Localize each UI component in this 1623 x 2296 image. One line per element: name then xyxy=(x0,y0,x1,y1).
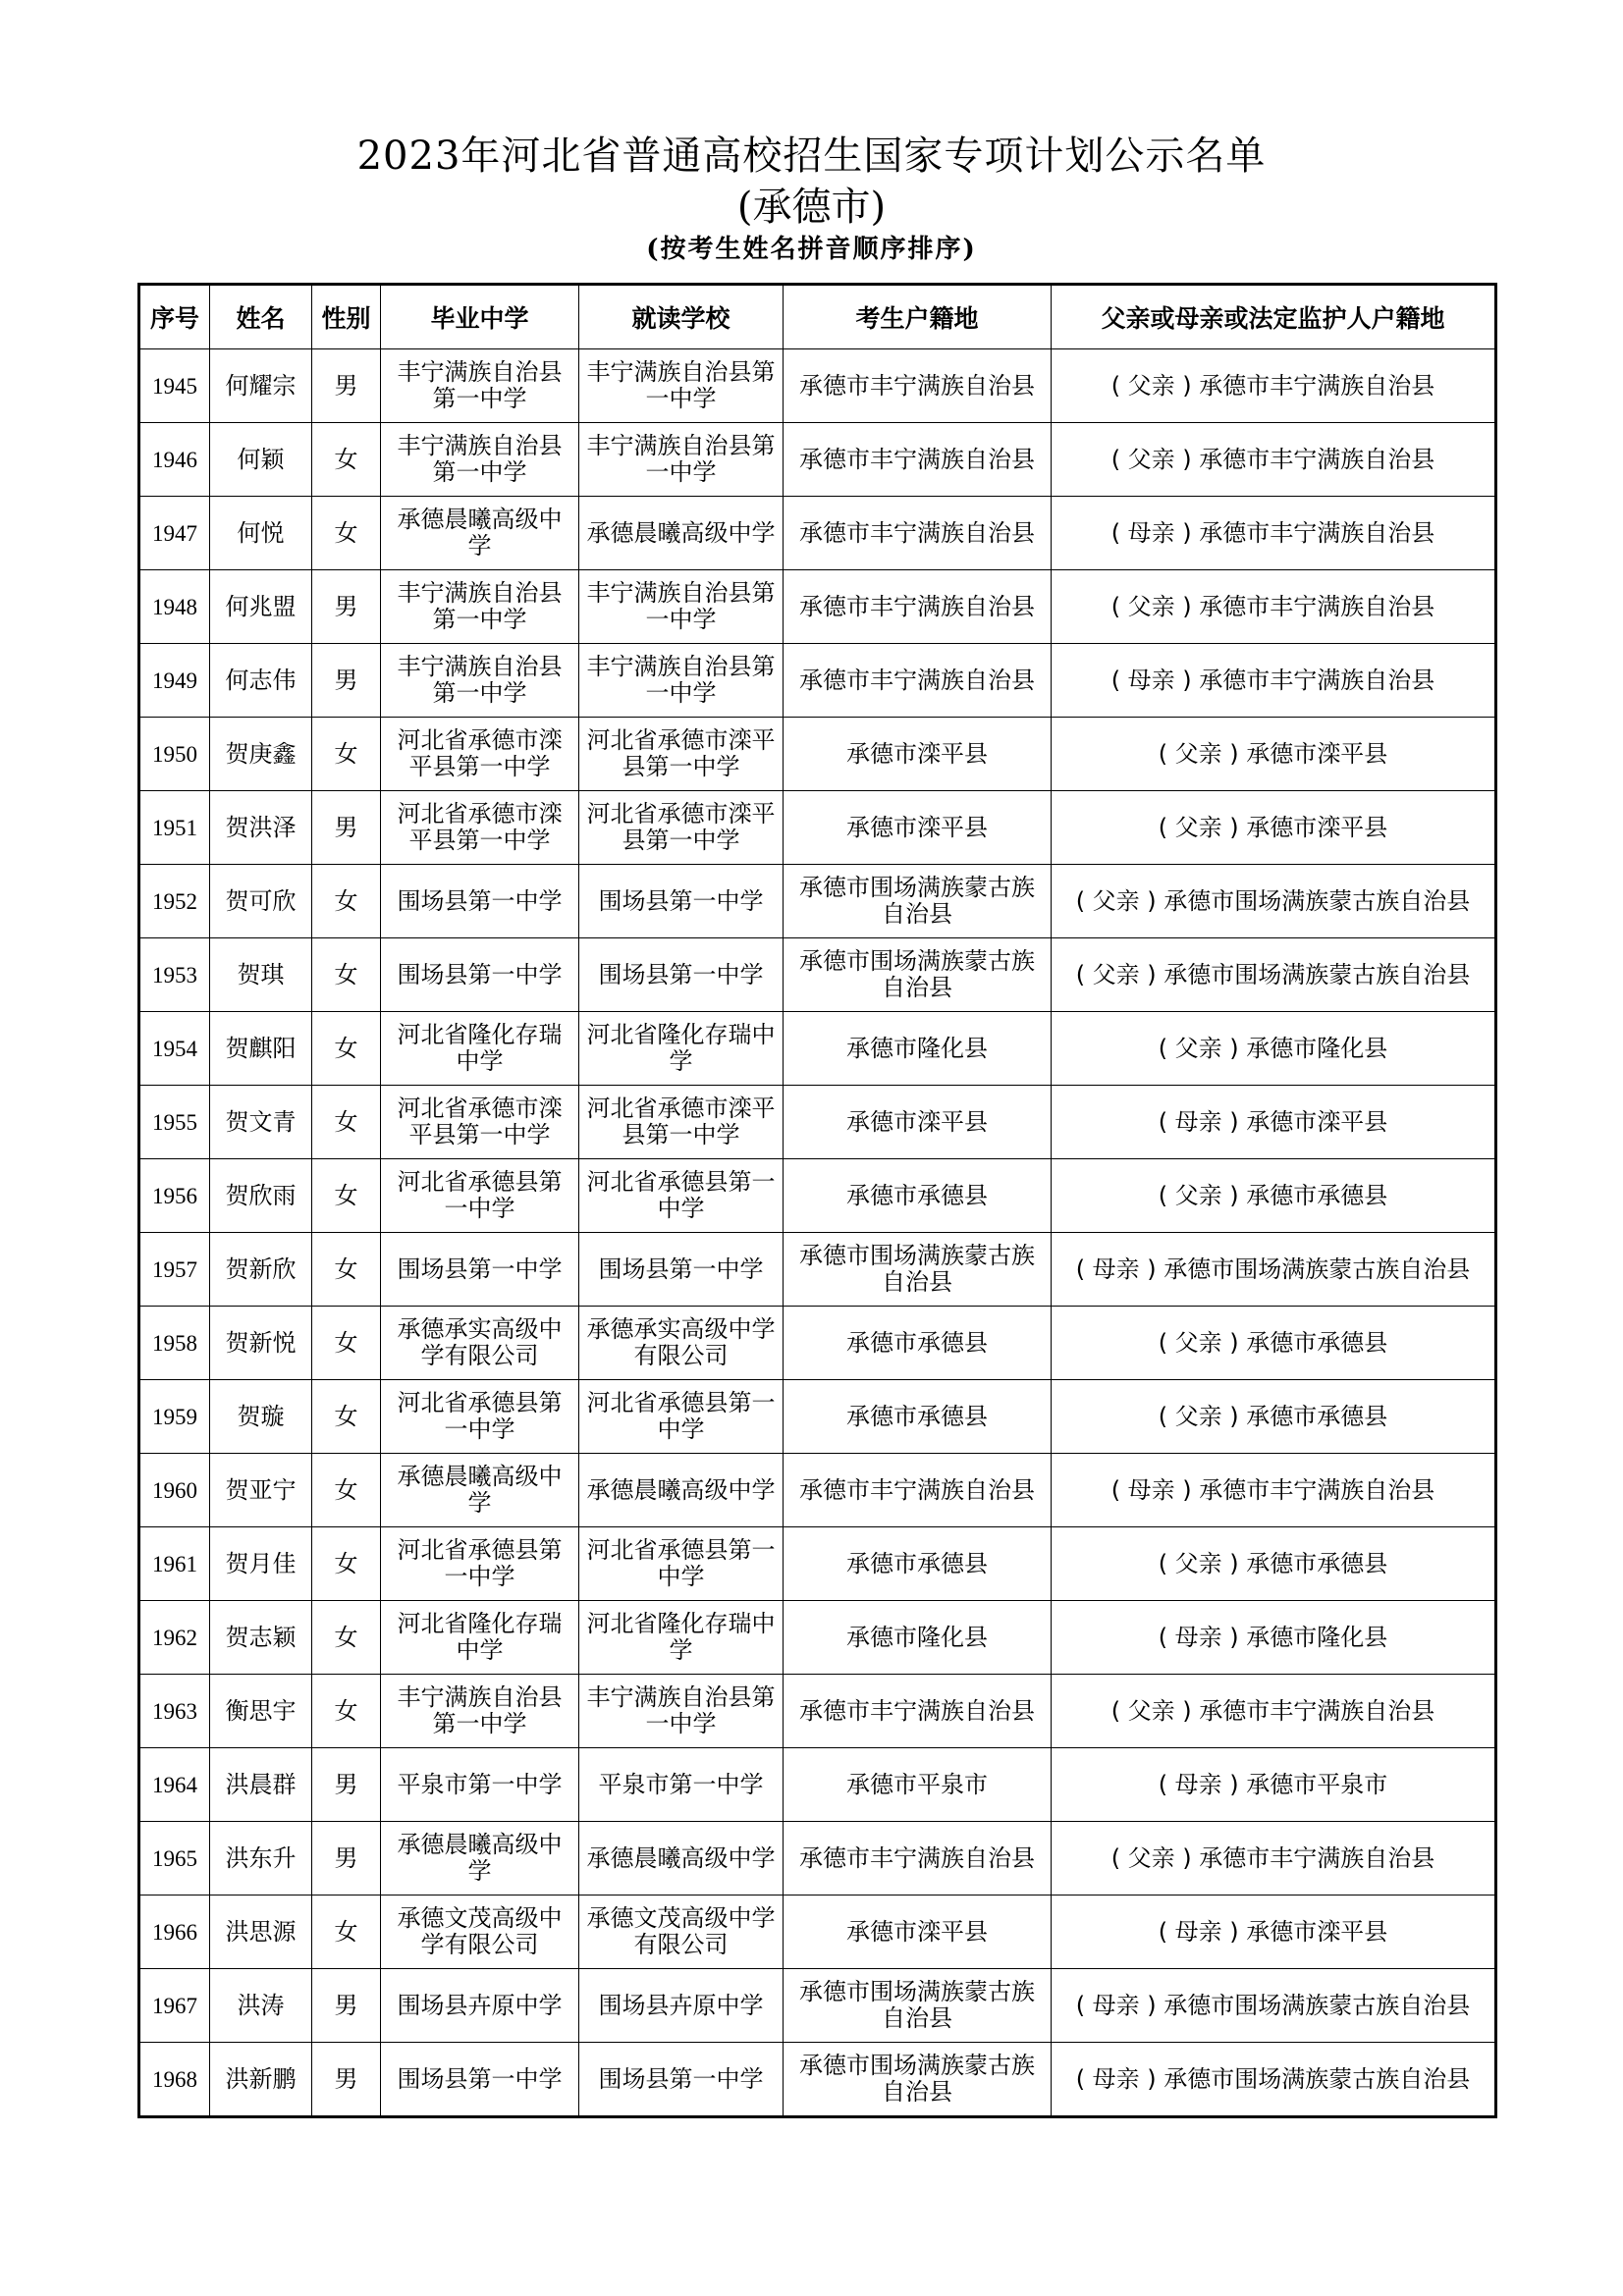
cell-student-residence: 承德市滦平县 xyxy=(784,718,1052,791)
cell-current-school: 河北省承德市滦平县第一中学 xyxy=(579,718,784,791)
cell-student-residence: 承德市滦平县 xyxy=(784,1086,1052,1159)
table-row xyxy=(139,1454,1496,1527)
cell-student-residence: 承德市围场满族蒙古族自治县 xyxy=(784,1969,1052,2043)
cell-name: 贺新欣 xyxy=(210,1233,312,1307)
admission-roster-table xyxy=(137,283,1497,2118)
table-row xyxy=(139,570,1496,644)
cell-guardian-residence: ( 母亲 ) 承德市围场满族蒙古族自治县 xyxy=(1052,1233,1496,1307)
cell-name: 贺麒阳 xyxy=(210,1012,312,1086)
cell-serial-number: 1945 xyxy=(139,349,210,423)
cell-serial-number: 1953 xyxy=(139,938,210,1012)
table-row xyxy=(139,791,1496,865)
cell-current-school: 河北省承德市滦平县第一中学 xyxy=(579,1086,784,1159)
cell-guardian-residence: ( 父亲 ) 承德市丰宁满族自治县 xyxy=(1052,1675,1496,1748)
cell-gender: 女 xyxy=(312,1527,381,1601)
cell-current-school: 围场县卉原中学 xyxy=(579,1969,784,2043)
cell-current-school: 承德晨曦高级中学 xyxy=(579,497,784,570)
cell-guardian-residence: ( 父亲 ) 承德市丰宁满族自治县 xyxy=(1052,570,1496,644)
cell-graduating-school: 丰宁满族自治县第一中学 xyxy=(381,644,579,718)
cell-student-residence: 承德市丰宁满族自治县 xyxy=(784,1675,1052,1748)
cell-current-school: 河北省承德县第一中学 xyxy=(579,1159,784,1233)
cell-graduating-school: 河北省承德市滦平县第一中学 xyxy=(381,718,579,791)
cell-graduating-school: 围场县卉原中学 xyxy=(381,1969,579,2043)
cell-guardian-residence: ( 父亲 ) 承德市丰宁满族自治县 xyxy=(1052,1822,1496,1896)
cell-guardian-residence: ( 母亲 ) 承德市滦平县 xyxy=(1052,1896,1496,1969)
cell-current-school: 承德承实高级中学有限公司 xyxy=(579,1307,784,1380)
cell-serial-number: 1958 xyxy=(139,1307,210,1380)
table-row xyxy=(139,1527,1496,1601)
cell-graduating-school: 围场县第一中学 xyxy=(381,1233,579,1307)
cell-gender: 女 xyxy=(312,1601,381,1675)
cell-guardian-residence: ( 父亲 ) 承德市围场满族蒙古族自治县 xyxy=(1052,938,1496,1012)
cell-gender: 男 xyxy=(312,349,381,423)
cell-serial-number: 1956 xyxy=(139,1159,210,1233)
cell-name: 洪涛 xyxy=(210,1969,312,2043)
cell-serial-number: 1948 xyxy=(139,570,210,644)
cell-student-residence: 承德市滦平县 xyxy=(784,1896,1052,1969)
cell-graduating-school: 围场县第一中学 xyxy=(381,938,579,1012)
cell-gender: 男 xyxy=(312,2043,381,2117)
cell-serial-number: 1946 xyxy=(139,423,210,497)
sort-note: (按考生姓名拼音顺序排序) xyxy=(646,235,977,264)
cell-graduating-school: 丰宁满族自治县第一中学 xyxy=(381,423,579,497)
table-row xyxy=(139,497,1496,570)
cell-current-school: 围场县第一中学 xyxy=(579,865,784,938)
cell-graduating-school: 丰宁满族自治县第一中学 xyxy=(381,570,579,644)
cell-gender: 女 xyxy=(312,718,381,791)
cell-current-school: 承德晨曦高级中学 xyxy=(579,1822,784,1896)
document-title: 2023年河北省普通高校招生国家专项计划公示名单 xyxy=(356,133,1267,179)
header-current-school: 就读学校 xyxy=(579,285,784,349)
cell-name: 何颖 xyxy=(210,423,312,497)
cell-guardian-residence: ( 母亲 ) 承德市围场满族蒙古族自治县 xyxy=(1052,1969,1496,2043)
cell-name: 贺文青 xyxy=(210,1086,312,1159)
cell-name: 贺琪 xyxy=(210,938,312,1012)
cell-graduating-school: 河北省承德市滦平县第一中学 xyxy=(381,791,579,865)
cell-graduating-school: 围场县第一中学 xyxy=(381,865,579,938)
cell-guardian-residence: ( 母亲 ) 承德市丰宁满族自治县 xyxy=(1052,497,1496,570)
cell-student-residence: 承德市承德县 xyxy=(784,1380,1052,1454)
cell-current-school: 河北省隆化存瑞中学 xyxy=(579,1012,784,1086)
header-serial-number: 序号 xyxy=(139,285,210,349)
cell-current-school: 河北省承德县第一中学 xyxy=(579,1380,784,1454)
cell-student-residence: 承德市丰宁满族自治县 xyxy=(784,570,1052,644)
cell-guardian-residence: ( 父亲 ) 承德市承德县 xyxy=(1052,1307,1496,1380)
cell-gender: 男 xyxy=(312,1822,381,1896)
table-row xyxy=(139,1748,1496,1822)
cell-gender: 男 xyxy=(312,791,381,865)
cell-serial-number: 1959 xyxy=(139,1380,210,1454)
cell-gender: 女 xyxy=(312,1012,381,1086)
cell-current-school: 丰宁满族自治县第一中学 xyxy=(579,423,784,497)
cell-serial-number: 1961 xyxy=(139,1527,210,1601)
cell-guardian-residence: ( 母亲 ) 承德市滦平县 xyxy=(1052,1086,1496,1159)
cell-serial-number: 1952 xyxy=(139,865,210,938)
table-row xyxy=(139,1159,1496,1233)
cell-current-school: 围场县第一中学 xyxy=(579,1233,784,1307)
cell-gender: 女 xyxy=(312,1307,381,1380)
cell-current-school: 丰宁满族自治县第一中学 xyxy=(579,570,784,644)
cell-guardian-residence: ( 父亲 ) 承德市丰宁满族自治县 xyxy=(1052,423,1496,497)
cell-student-residence: 承德市丰宁满族自治县 xyxy=(784,423,1052,497)
cell-serial-number: 1962 xyxy=(139,1601,210,1675)
cell-guardian-residence: ( 父亲 ) 承德市丰宁满族自治县 xyxy=(1052,349,1496,423)
cell-name: 何兆盟 xyxy=(210,570,312,644)
cell-graduating-school: 河北省承德县第一中学 xyxy=(381,1159,579,1233)
cell-gender: 女 xyxy=(312,1454,381,1527)
cell-gender: 男 xyxy=(312,570,381,644)
cell-name: 贺亚宁 xyxy=(210,1454,312,1527)
cell-student-residence: 承德市围场满族蒙古族自治县 xyxy=(784,1233,1052,1307)
cell-name: 何耀宗 xyxy=(210,349,312,423)
cell-serial-number: 1965 xyxy=(139,1822,210,1896)
header-gender: 性别 xyxy=(312,285,381,349)
cell-gender: 女 xyxy=(312,1233,381,1307)
cell-gender: 女 xyxy=(312,1896,381,1969)
cell-gender: 女 xyxy=(312,423,381,497)
cell-graduating-school: 河北省隆化存瑞中学 xyxy=(381,1012,579,1086)
table-row xyxy=(139,423,1496,497)
cell-name: 贺志颖 xyxy=(210,1601,312,1675)
cell-serial-number: 1963 xyxy=(139,1675,210,1748)
cell-graduating-school: 河北省承德县第一中学 xyxy=(381,1527,579,1601)
cell-serial-number: 1966 xyxy=(139,1896,210,1969)
cell-gender: 女 xyxy=(312,1380,381,1454)
cell-name: 贺可欣 xyxy=(210,865,312,938)
table-row xyxy=(139,1896,1496,1969)
cell-current-school: 丰宁满族自治县第一中学 xyxy=(579,349,784,423)
cell-gender: 女 xyxy=(312,1159,381,1233)
cell-student-residence: 承德市隆化县 xyxy=(784,1601,1052,1675)
cell-gender: 男 xyxy=(312,1969,381,2043)
table-row xyxy=(139,938,1496,1012)
cell-guardian-residence: ( 母亲 ) 承德市丰宁满族自治县 xyxy=(1052,1454,1496,1527)
cell-current-school: 平泉市第一中学 xyxy=(579,1748,784,1822)
cell-guardian-residence: ( 父亲 ) 承德市滦平县 xyxy=(1052,791,1496,865)
cell-name: 何志伟 xyxy=(210,644,312,718)
table-row xyxy=(139,644,1496,718)
cell-current-school: 围场县第一中学 xyxy=(579,2043,784,2117)
cell-serial-number: 1950 xyxy=(139,718,210,791)
cell-student-residence: 承德市隆化县 xyxy=(784,1012,1052,1086)
cell-current-school: 丰宁满族自治县第一中学 xyxy=(579,1675,784,1748)
cell-gender: 女 xyxy=(312,1675,381,1748)
cell-guardian-residence: ( 母亲 ) 承德市丰宁满族自治县 xyxy=(1052,644,1496,718)
cell-graduating-school: 河北省承德市滦平县第一中学 xyxy=(381,1086,579,1159)
header-row xyxy=(139,285,1496,349)
cell-student-residence: 承德市丰宁满族自治县 xyxy=(784,1454,1052,1527)
table-row xyxy=(139,1307,1496,1380)
table-row xyxy=(139,1969,1496,2043)
cell-serial-number: 1947 xyxy=(139,497,210,570)
cell-graduating-school: 围场县第一中学 xyxy=(381,2043,579,2117)
cell-student-residence: 承德市围场满族蒙古族自治县 xyxy=(784,2043,1052,2117)
cell-gender: 女 xyxy=(312,865,381,938)
cell-guardian-residence: ( 父亲 ) 承德市隆化县 xyxy=(1052,1012,1496,1086)
table-row xyxy=(139,1601,1496,1675)
cell-current-school: 丰宁满族自治县第一中学 xyxy=(579,644,784,718)
cell-student-residence: 承德市丰宁满族自治县 xyxy=(784,1822,1052,1896)
cell-name: 洪晨群 xyxy=(210,1748,312,1822)
document-subtitle: (承德市) xyxy=(736,185,887,230)
cell-gender: 男 xyxy=(312,644,381,718)
cell-guardian-residence: ( 父亲 ) 承德市围场满族蒙古族自治县 xyxy=(1052,865,1496,938)
cell-name: 贺洪泽 xyxy=(210,791,312,865)
cell-student-residence: 承德市承德县 xyxy=(784,1159,1052,1233)
cell-gender: 男 xyxy=(312,1748,381,1822)
cell-guardian-residence: ( 母亲 ) 承德市隆化县 xyxy=(1052,1601,1496,1675)
cell-name: 何悦 xyxy=(210,497,312,570)
cell-guardian-residence: ( 母亲 ) 承德市围场满族蒙古族自治县 xyxy=(1052,2043,1496,2117)
cell-graduating-school: 河北省隆化存瑞中学 xyxy=(381,1601,579,1675)
cell-name: 贺月佳 xyxy=(210,1527,312,1601)
cell-name: 贺欣雨 xyxy=(210,1159,312,1233)
cell-name: 洪新鹏 xyxy=(210,2043,312,2117)
cell-name: 贺璇 xyxy=(210,1380,312,1454)
cell-student-residence: 承德市丰宁满族自治县 xyxy=(784,644,1052,718)
cell-graduating-school: 承德晨曦高级中学 xyxy=(381,1454,579,1527)
cell-graduating-school: 承德晨曦高级中学 xyxy=(381,497,579,570)
cell-name: 贺新悦 xyxy=(210,1307,312,1380)
cell-graduating-school: 丰宁满族自治县第一中学 xyxy=(381,349,579,423)
cell-current-school: 围场县第一中学 xyxy=(579,938,784,1012)
cell-student-residence: 承德市承德县 xyxy=(784,1307,1052,1380)
cell-guardian-residence: ( 母亲 ) 承德市平泉市 xyxy=(1052,1748,1496,1822)
cell-graduating-school: 承德文茂高级中学有限公司 xyxy=(381,1896,579,1969)
cell-student-residence: 承德市平泉市 xyxy=(784,1748,1052,1822)
cell-serial-number: 1967 xyxy=(139,1969,210,2043)
table-row xyxy=(139,865,1496,938)
cell-current-school: 承德文茂高级中学有限公司 xyxy=(579,1896,784,1969)
cell-guardian-residence: ( 父亲 ) 承德市承德县 xyxy=(1052,1159,1496,1233)
cell-serial-number: 1951 xyxy=(139,791,210,865)
cell-current-school: 河北省承德市滦平县第一中学 xyxy=(579,791,784,865)
table-row xyxy=(139,349,1496,423)
table-row xyxy=(139,1086,1496,1159)
header-name: 姓名 xyxy=(210,285,312,349)
cell-guardian-residence: ( 父亲 ) 承德市承德县 xyxy=(1052,1527,1496,1601)
cell-current-school: 河北省隆化存瑞中学 xyxy=(579,1601,784,1675)
cell-graduating-school: 河北省承德县第一中学 xyxy=(381,1380,579,1454)
cell-student-residence: 承德市围场满族蒙古族自治县 xyxy=(784,938,1052,1012)
cell-name: 洪思源 xyxy=(210,1896,312,1969)
cell-student-residence: 承德市滦平县 xyxy=(784,791,1052,865)
table-row xyxy=(139,1380,1496,1454)
cell-serial-number: 1964 xyxy=(139,1748,210,1822)
table-row xyxy=(139,1822,1496,1896)
cell-gender: 女 xyxy=(312,497,381,570)
cell-serial-number: 1957 xyxy=(139,1233,210,1307)
header-student-residence: 考生户籍地 xyxy=(784,285,1052,349)
cell-serial-number: 1949 xyxy=(139,644,210,718)
cell-name: 贺庚鑫 xyxy=(210,718,312,791)
cell-gender: 女 xyxy=(312,938,381,1012)
cell-guardian-residence: ( 父亲 ) 承德市承德县 xyxy=(1052,1380,1496,1454)
cell-graduating-school: 丰宁满族自治县第一中学 xyxy=(381,1675,579,1748)
cell-guardian-residence: ( 父亲 ) 承德市滦平县 xyxy=(1052,718,1496,791)
cell-graduating-school: 承德晨曦高级中学 xyxy=(381,1822,579,1896)
table-row xyxy=(139,1012,1496,1086)
cell-student-residence: 承德市承德县 xyxy=(784,1527,1052,1601)
cell-student-residence: 承德市围场满族蒙古族自治县 xyxy=(784,865,1052,938)
table-row xyxy=(139,2043,1496,2117)
cell-graduating-school: 平泉市第一中学 xyxy=(381,1748,579,1822)
cell-serial-number: 1954 xyxy=(139,1012,210,1086)
cell-gender: 女 xyxy=(312,1086,381,1159)
cell-graduating-school: 承德承实高级中学有限公司 xyxy=(381,1307,579,1380)
header-guardian-residence: 父亲或母亲或法定监护人户籍地 xyxy=(1052,285,1496,349)
table-row xyxy=(139,718,1496,791)
cell-serial-number: 1960 xyxy=(139,1454,210,1527)
header-graduating-school: 毕业中学 xyxy=(381,285,579,349)
cell-serial-number: 1955 xyxy=(139,1086,210,1159)
cell-current-school: 承德晨曦高级中学 xyxy=(579,1454,784,1527)
table-row xyxy=(139,1675,1496,1748)
cell-student-residence: 承德市丰宁满族自治县 xyxy=(784,349,1052,423)
cell-current-school: 河北省承德县第一中学 xyxy=(579,1527,784,1601)
cell-name: 洪东升 xyxy=(210,1822,312,1896)
cell-student-residence: 承德市丰宁满族自治县 xyxy=(784,497,1052,570)
cell-name: 衡思宇 xyxy=(210,1675,312,1748)
table-row xyxy=(139,1233,1496,1307)
cell-serial-number: 1968 xyxy=(139,2043,210,2117)
